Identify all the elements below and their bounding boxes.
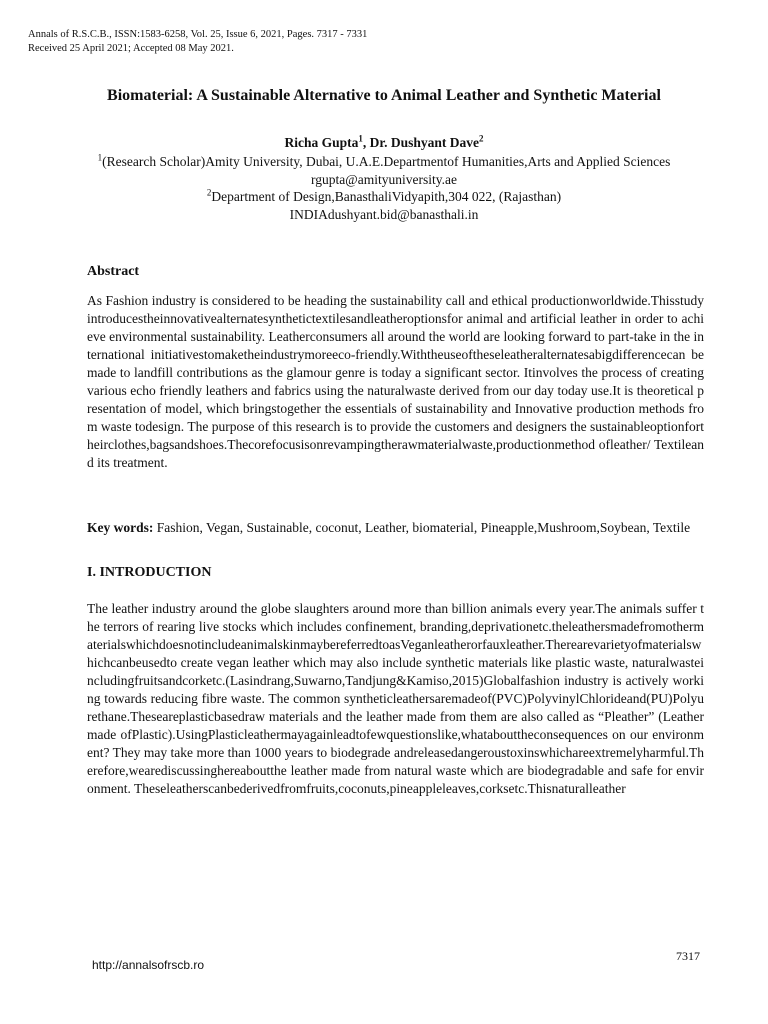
affiliation-marker: 2 [206,187,212,198]
author-name: Dr. Dushyant Dave [369,135,480,150]
footer-url: http://annalsofrscb.ro [92,958,205,972]
affiliation-text: (Research Scholar)Amity University, Dubai, U.A.E.Departmentof Humanities,Arts and Applied Sciences [102,154,671,169]
page-number: 7317 [676,949,700,963]
paper-title: Biomaterial: A Sustainable Alternative to Animal Leather and Synthetic Material [107,87,661,104]
affiliation-2 [84,188,684,206]
introduction-heading: I. INTRODUCTION [87,565,212,580]
author-separator: , [362,135,370,150]
author-list [84,134,684,152]
keywords [87,519,704,537]
journal-citation: Annals of R.S.C.B., ISSN:1583-6258, Vol. 25, Issue 6, 2021, Pages. 7317 - 7331 [28,29,368,40]
affiliation-text: Department of Design,BanasthaliVidyapith,304 022, (Rajasthan) [211,189,562,204]
introduction-text: The leather industry around the globe slaughters around more than billion animals every year.The animals suffer the terrors of rearing live stocks which includes confinement, branding,deprivationetc.theleathersmadefromothermaterialswhichdoesnotincludeanimalskinmaybereferredtoasVeganleatherorfauxleather.Therearevarietyofmaterialswhichcanbeusedto create vegan leather which may also include synthetic materials like plastic waste, naturalwasteincludingfruitsandcorketc.(Lasindrang,Suwarno,Tandjung&Kamiso,2015)Globalfashion industry is actively working towards reducing fibre waste. The common syntheticleathersaremadeof(PVC)PolyvinylChlorideand(PU)Polyurethane.Theseareplasticbasedraw materials and the leather made from them are also called as “Pleather” (Leather made ofPlastic).UsingPlasticleathermayagainleadtofewquestionslike,whatabouttheconsequences on our environment? They may take more than 1000 years to biodegrade andreleasedangeroustoxinswhichareextremelyharmful.Therefore,wearediscussinghereaboutthe leather made from natural waste which are biodegradable and safe for environment. Theseleatherscanbederivedfromfruits,coconuts,pineappleleaves,corksetc.Thisnaturalleather [87,601,704,796]
affiliation-2-continued: INDIAdushyant.bid@banasthali.in [289,206,479,222]
journal-header [28,28,728,56]
affiliation-marker: 1 [97,152,103,163]
author-affiliation-marker: 1 [358,133,363,144]
keywords-label: Key words: [87,520,154,535]
affiliations [84,153,684,223]
keywords-text: Fashion, Vegan, Sustainable, coconut, Leather, biomaterial, Pineapple,Mushroom,Soybean, Textile [153,520,691,535]
received-dates: Received 25 April 2021; Accepted 08 May 2021. [28,43,234,54]
author-name: Richa Gupta [284,135,359,150]
author-email: rgupta@amityuniversity.ae [311,171,457,187]
affiliation-1 [84,153,684,171]
author-affiliation-marker: 2 [479,133,484,144]
abstract-text: As Fashion industry is considered to be heading the sustainability call and ethical productionworldwide.Thisstudyintroducestheinnovativealternatesynthetictextilesandleatheroptionsfor animal and artificial leather in order to achieve environmental sustainability. Leatherconsumers all around the world are looking forward to part-take in the international initiativestomaketheindustrymoreeco-friendly.Withtheuseoftheseleatheralternatesabigdifferencecan be made to landfill contributions as the glamour genre is today a significant sector. Itinvolves the process of creating various echo friendly leathers and fabrics using the naturalwaste derived from our day today use.It is theoretical presentation of model, which bringstogether the essentials of sustainability and Innovative production methods from waste todesign. The purpose of this research is to provide the customers and designers the sustainableoptionfortheirclothes,bagsandshoes.Thecorefocusisonrevampingtherawmaterialwaste,productionmethod ofleather/ Textileand its treatment. [87,293,704,470]
abstract-heading: Abstract [87,264,140,279]
